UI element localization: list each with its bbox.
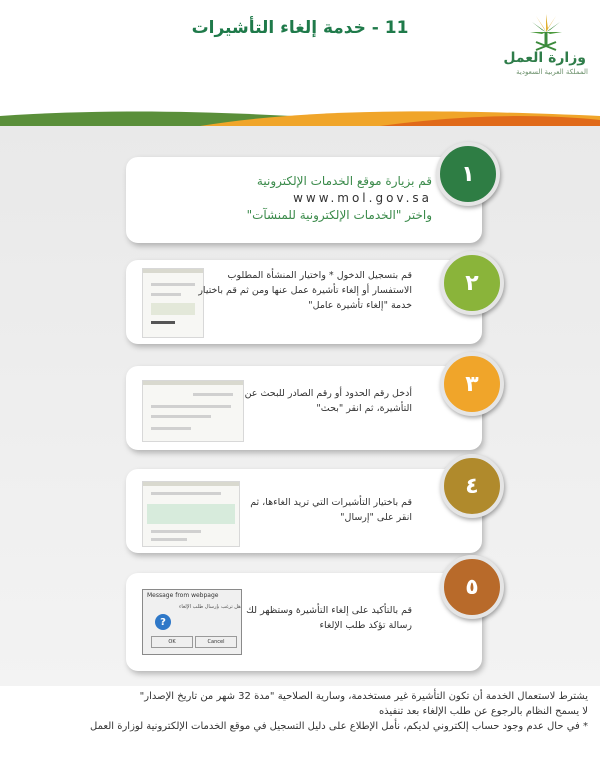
step-3-text: أدخل رقم الحدود أو رقم الصادر للبحث عن التأشيرة، ثم انقر "بحث" xyxy=(244,388,412,414)
decorative-stripe xyxy=(0,108,600,126)
step-4-text: قم باختيار التأشيرات التي تريد الغاءها، ثم انقر على "إرسال" xyxy=(250,497,412,523)
page-title: 11 - خدمة إلغاء التأشيرات xyxy=(191,18,409,38)
step-1-card xyxy=(126,157,482,243)
note-3: * في حال عدم وجود حساب إلكتروني لديكم، نأمل الإطلاع على دليل التسجيل في موقع الخدمات الإلكترونية لوزارة العمل xyxy=(90,721,588,732)
note-1: يشترط لاستعمال الخدمة أن تكون التأشيرة غير مستخدمة، وسارية الصلاحية "مدة 32 شهر من تاريخ الإصدار" xyxy=(139,691,588,702)
step-2-number: ٢ xyxy=(440,251,504,315)
step-1-line-3: واختر "الخدمات الإلكترونية للمنشآت" xyxy=(246,208,432,222)
ministry-country: المملكة العربية السعودية xyxy=(516,68,588,76)
step-3-card xyxy=(126,366,482,450)
question-icon: ? xyxy=(155,614,171,630)
step-5-number: ٥ xyxy=(440,555,504,619)
step-4-number: ٤ xyxy=(440,454,504,518)
step-1-url: www.mol.gov.sa xyxy=(293,191,432,205)
page-header xyxy=(0,0,600,108)
dialog-title: Message from webpage xyxy=(147,592,219,599)
ministry-name: وزارة العمل xyxy=(503,50,586,66)
footnotes xyxy=(28,689,588,734)
step-4-card xyxy=(126,469,482,553)
note-2: لا يسمح النظام بالرجوع عن طلب الإلغاء بعد تنفيذه xyxy=(378,706,588,717)
step-1-number: ١ xyxy=(436,142,500,206)
step-3-number: ٣ xyxy=(440,352,504,416)
visa-list-screenshot xyxy=(142,481,240,547)
search-screenshot xyxy=(142,380,244,442)
dialog-ok-button: OK xyxy=(151,636,193,648)
dialog-message: هل ترغب بإرسال طلب الإلغاء xyxy=(179,604,241,610)
confirmation-dialog-screenshot xyxy=(142,589,242,655)
step-5-text: قم بالتأكيد على إلغاء التأشيرة وستظهر لك رسالة تؤكد طلب الإلغاء xyxy=(246,605,412,631)
step-5-card xyxy=(126,573,482,671)
step-2-text: قم بتسجيل الدخول * واختيار المنشأة المطلوب الاستفسار أو إلغاء تأشيرة عمل عنها ومن ثم قم باختيار خدمة "إلغاء تأشيرة عامل" xyxy=(198,270,412,311)
step-2-card xyxy=(126,260,482,344)
step-1-line-1: قم بزيارة موقع الخدمات الإلكترونية xyxy=(256,174,432,188)
dialog-cancel-button: Cancel xyxy=(195,636,237,648)
